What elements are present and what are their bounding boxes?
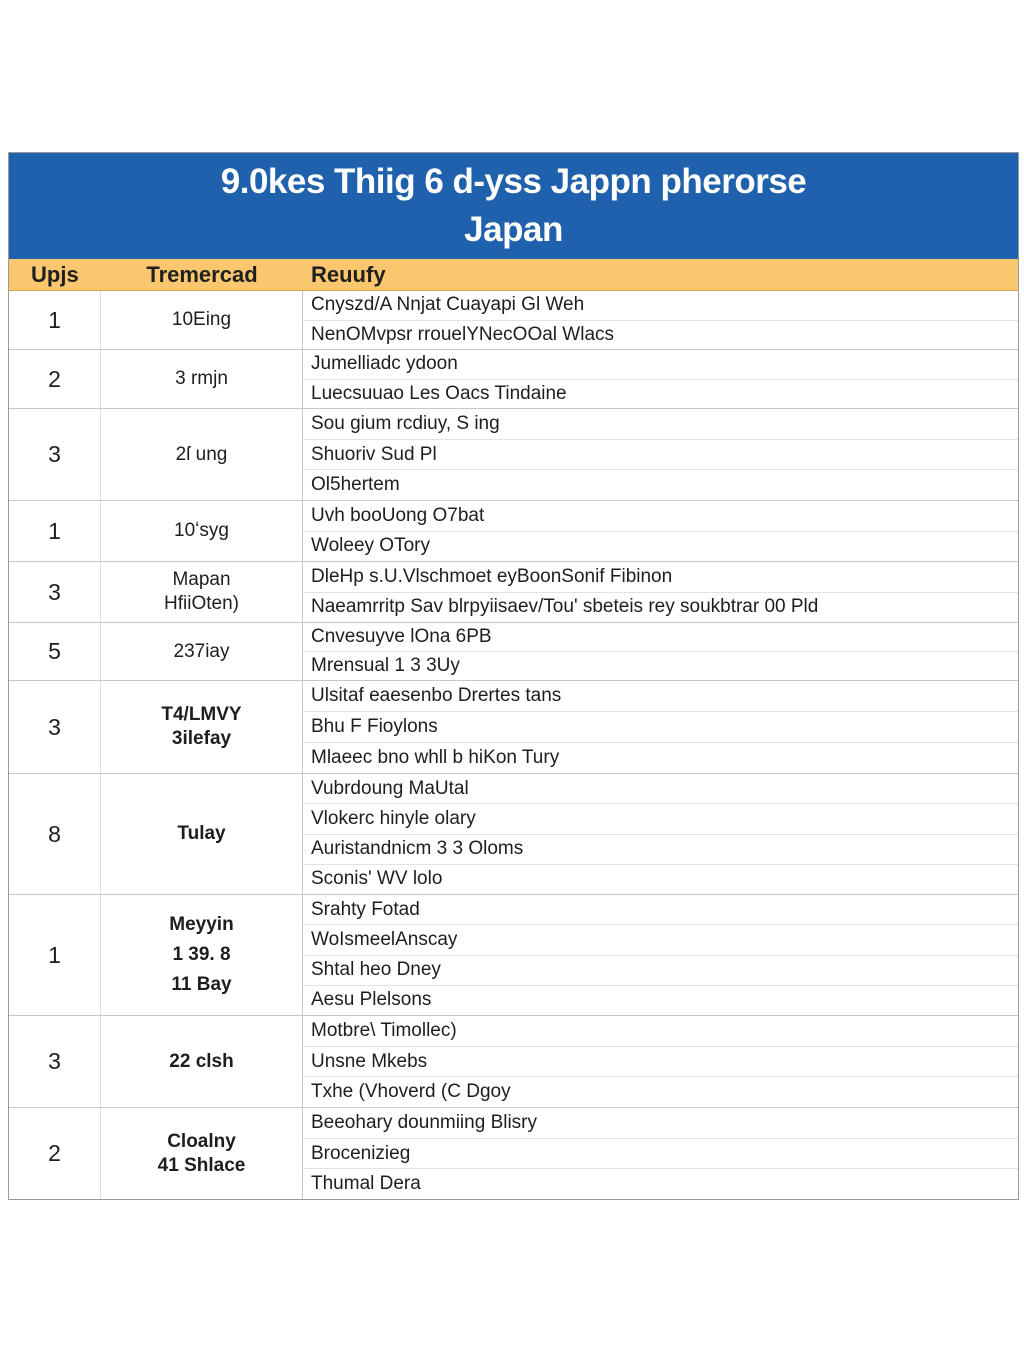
activity-item: Cnvesuyve lOna 6PB [303,623,1018,652]
duration-cell [101,1108,303,1199]
header-duration: Tremercad [146,261,258,287]
duration-text: Meyyin [169,914,234,935]
activity-item: Cnyszd/A Nnjat Cuayapi Gl Weh [303,291,1018,321]
duration-text: 2ſ ung [175,443,228,465]
duration-text: 41 Shlace [157,1154,246,1176]
duration-cell [101,1016,303,1107]
day-number: 1 [9,895,101,1015]
day-number: 8 [9,774,101,894]
duration-text: Cloalny [167,1130,236,1152]
header-day: Upjs [31,261,79,287]
table-row [9,681,1018,774]
activity-item: Auristandnicm 3 3 Oloms [303,835,1018,865]
activity-item: Bhu F Fioylons [303,712,1018,743]
duration-text: 10Eing [171,309,232,330]
activity-item: Naeamrritp Sav blrpyiisaev/Tou' sbeteis rey soukbtrar 00 Pld [311,596,819,618]
table-row [9,774,1018,895]
duration-cell [101,895,303,1015]
table-header-row [9,259,1018,291]
duration-text: Mapan [172,569,231,590]
activity-item: Vlokerc hinyle olary [303,804,1018,834]
activities-cell [303,623,1018,680]
activity-item: Aesu Plelsons [311,989,432,1011]
activity-item: Vubrdoung MaUtal [303,774,1018,804]
activity-item: WoIsmeelAnscay [303,925,1018,955]
duration-cell [101,291,303,349]
duration-text: 1 39. 8 [172,944,231,965]
activity-item: DleHp s.U.Vlschmoet eyBoonSonif Fibinon [303,562,1018,593]
table-row [9,895,1018,1016]
duration-text: 10ʻsyg [174,520,229,541]
day-number: 3 [9,409,101,500]
activity-item: NenOMvpsr rrouelYNecOOal Wlacs [311,323,615,345]
activity-item: Beeohary dounmiing Blisry [303,1108,1018,1139]
activities-cell [303,291,1018,349]
activity-item: Txhe (Vhoverd (C Dgoy [311,1081,511,1103]
table-title [9,153,1018,259]
table-row [9,350,1018,409]
activity-item: Unsne Mkebs [303,1047,1018,1078]
table-row [9,409,1018,501]
day-number: 3 [9,562,101,622]
activity-item: Sconis' WV lolo [311,868,443,890]
day-number: 3 [9,681,101,773]
day-number: 2 [9,350,101,408]
duration-cell [101,501,303,561]
table-title-line1: 9.0kes Thiig 6 d-yss Jappn pherorse [220,162,807,201]
activities-cell [303,1016,1018,1107]
activity-item: Mlaeec bno whll b hiKon Tury [311,747,560,768]
day-number: 1 [9,291,101,349]
activity-item: Brocenizieg [303,1139,1018,1170]
activity-item: Thumal Dera [311,1173,421,1195]
duration-text: 22 clsh [169,1050,234,1072]
activity-item: Motbre\ Timollec) [303,1016,1018,1047]
duration-text: Tulay [177,823,226,844]
duration-text: HfiiOten) [164,593,239,614]
activities-cell [303,409,1018,500]
activity-item: Ol5hertem [311,474,400,496]
table-body [9,291,1018,1199]
table-row [9,623,1018,681]
activities-cell [303,501,1018,561]
activity-item: Sou gium rcdiuy, S ing [303,409,1018,440]
duration-text: 11 Bay [171,974,232,995]
activity-item: Ulsitaf eaesenbo Drertes tans [303,681,1018,712]
activity-item: Mrensual 1 3 3Uy [311,655,460,676]
table-title-line2: Japan [464,210,563,249]
duration-cell [101,623,303,680]
duration-text: 237iay [173,640,230,662]
activities-cell [303,681,1018,773]
duration-cell [101,681,303,773]
activity-item: Shtal heo Dney [303,956,1018,986]
duration-text: 3 rmjn [175,368,228,389]
activities-cell [303,350,1018,408]
table-row [9,1108,1018,1199]
duration-cell [101,774,303,894]
itinerary-table [8,152,1019,1200]
activities-cell [303,1108,1018,1199]
duration-text: T4/LMVY [161,704,242,725]
duration-cell [101,409,303,500]
activity-item: Uvh booUong O7bat [303,501,1018,532]
day-number: 5 [9,623,101,680]
activities-cell [303,562,1018,622]
day-number: 1 [9,501,101,561]
table-row [9,1016,1018,1108]
activities-cell [303,774,1018,894]
activity-item: Shuoriv Sud Pl [303,440,1018,471]
duration-text: 3ilefay [171,728,232,749]
activity-item: Luecsuuao Les Oacs Tindaine [311,382,567,404]
table-row [9,501,1018,562]
duration-cell [101,350,303,408]
activity-item: Srahty Fotad [303,895,1018,925]
day-number: 3 [9,1016,101,1107]
day-number: 2 [9,1108,101,1199]
activities-cell [303,895,1018,1015]
table-row [9,562,1018,623]
duration-cell [101,562,303,622]
activity-item: Woleey OTory [311,535,430,557]
header-activities: Reuufy [311,261,386,287]
table-row [9,291,1018,350]
activity-item: Jumelliadc ydoon [303,350,1018,380]
